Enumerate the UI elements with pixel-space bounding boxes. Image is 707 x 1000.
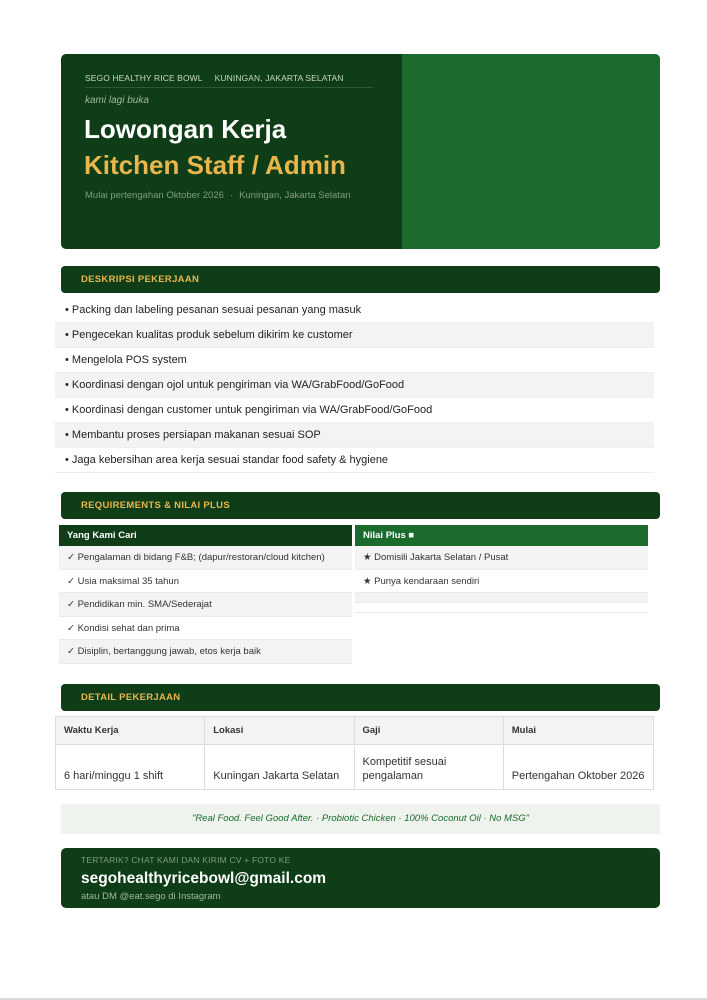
start-date: Mulai pertengahan Oktober 2026 — [85, 190, 224, 201]
list-item: • Pengecekan kualitas produk sebelum dikirim ke customer — [55, 323, 654, 348]
table-row: ★ Domisili Jakarta Selatan / Pusat — [355, 546, 648, 570]
table-cell: Kuningan Jakarta Selatan — [205, 745, 354, 789]
table-cell: Kompetitif sesuai pengalaman — [355, 745, 504, 789]
table-row: ✓ Pendidikan min. SMA/Sederajat — [59, 593, 352, 617]
contact-alt: atau DM @eat.sego di Instagram — [81, 891, 221, 902]
table-cell: 6 hari/minggu 1 shift — [56, 745, 205, 789]
plus-points-rows — [355, 546, 648, 613]
column-header: Gaji — [355, 717, 504, 744]
column-header: Waktu Kerja — [56, 717, 205, 744]
details-header-row — [56, 717, 653, 745]
brand-location: KUNINGAN, JAKARTA SELATAN — [214, 73, 344, 83]
hero-accent-panel — [402, 54, 660, 249]
list-item: • Jaga kebersihan area kerja sesuai standar food safety & hygiene — [55, 448, 654, 473]
table-row: ✓ Kondisi sehat dan prima — [59, 617, 352, 641]
contact-banner — [61, 848, 660, 908]
hero-meta — [85, 190, 351, 201]
list-item: • Packing dan labeling pesanan sesuai pesanan yang masuk — [55, 298, 654, 323]
details-value-row — [56, 745, 653, 789]
brand-tagline: "Real Food. Feel Good After. · Probiotic Chicken · 100% Coconut Oil · No MSG" — [61, 804, 660, 834]
plus-points-title: Nilai Plus ■ — [355, 525, 648, 546]
hero-banner — [61, 54, 660, 249]
table-cell: Pertengahan Oktober 2026 — [511, 770, 645, 782]
hero-tagline: kami lagi buka — [85, 95, 149, 106]
list-item: • Koordinasi dengan customer untuk pengiriman via WA/GrabFood/GoFood — [55, 398, 654, 423]
requirements-table — [59, 525, 352, 664]
column-header: Lokasi — [205, 717, 354, 744]
hero-brand-line — [85, 73, 373, 88]
page-title: Lowongan Kerja — [84, 114, 287, 144]
list-item: • Mengelola POS system — [55, 348, 654, 373]
table-row: ✓ Pengalaman di bidang F&B; (dapur/restoran/cloud kitchen) — [59, 546, 352, 570]
table-row: ★ Punya kendaraan sendiri — [355, 570, 648, 594]
requirements-rows — [59, 546, 352, 664]
meta-separator: · — [229, 190, 234, 201]
job-desc-list — [55, 298, 654, 473]
hero-location: Kuningan, Jakarta Selatan — [239, 190, 351, 201]
table-row: ✓ Usia maksimal 35 tahun — [59, 570, 352, 594]
contact-email[interactable]: segohealthyricebowl@gmail.com — [81, 870, 327, 887]
details-table — [55, 716, 654, 790]
job-position: Kitchen Staff / Admin — [84, 150, 346, 180]
brand-name: SEGO HEALTHY RICE BOWL — [85, 73, 203, 83]
list-item: • Koordinasi dengan ojol untuk pengiriman via WA/GrabFood/GoFood — [55, 373, 654, 398]
column-header: Mulai — [511, 725, 537, 736]
section-header-requirements: REQUIREMENTS & NILAI PLUS — [61, 492, 660, 519]
section-header-job-desc: DESKRIPSI PEKERJAAN — [61, 266, 660, 293]
table-row-empty — [355, 593, 648, 603]
table-row-empty — [355, 603, 648, 613]
section-header-details: DETAIL PEKERJAAN — [61, 684, 660, 711]
table-row: ✓ Disiplin, bertanggung jawab, etos kerja baik — [59, 640, 352, 664]
plus-points-table — [355, 525, 648, 613]
requirements-title: Yang Kami Cari — [59, 525, 352, 546]
contact-kicker: TERTARIK? CHAT KAMI DAN KIRIM CV + FOTO KE — [81, 855, 291, 865]
list-item: • Membantu proses persiapan makanan sesuai SOP — [55, 423, 654, 448]
